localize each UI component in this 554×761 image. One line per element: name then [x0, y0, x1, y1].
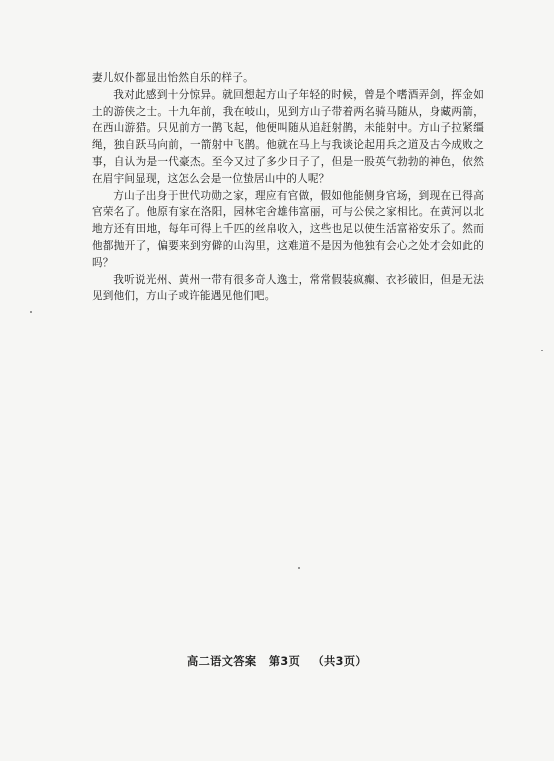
footer-page-total: （共3页） — [312, 655, 368, 668]
document-body — [92, 70, 484, 305]
scan-speck — [30, 311, 32, 313]
footer-page-number: 第3页 — [268, 655, 301, 668]
paragraph-1: 妻儿奴仆都显出怡然自乐的样子。 — [92, 72, 254, 84]
page-footer — [0, 653, 554, 669]
paragraph-3: 方山子出身于世代功勋之家，理应有官做，假如他能侧身官场，到现在已得高官荣名了。他原有家在洛阳，园林宅舍雄伟富丽，可与公侯之家相比。在黄河以北地方还有田地，每年可得上千匹的丝帛收入，这些也足以使生活富裕安乐了。然而他都抛开了，偏要来到穷僻的山沟里，这难道不是因为他独有会心之处才会如此的吗？ — [92, 189, 484, 269]
scan-speck — [541, 350, 543, 351]
paragraph-2: 我对此感到十分惊异。就回想起方山子年轻的时候，曾是个嗜酒弄剑，挥金如土的游侠之士。十九年前，我在岐山，见到方山子带着两名骑马随从，身藏两箭，在西山游猎。只见前方一鹊飞起，他便叫随从追赶射鹊，未能射中。方山子拉紧缰绳，独自跃马向前，一箭射中飞鹊。他就在马上与我谈论起用兵之道及古今成败之事，自认为是一代豪杰。至今又过了多少日子了，但是一股英气勃勃的神色，依然在眉宇间显现，这怎么会是一位蛰居山中的人呢？ — [92, 88, 484, 185]
scan-speck — [298, 567, 300, 569]
footer-title: 高二语文答案 — [186, 655, 257, 668]
paragraph-4: 我听说光州、黄州一带有很多奇人逸士，常常假装疯癫、衣衫破旧，但是无法见到他们，方山子或许能遇见他们吧。 — [92, 273, 484, 303]
